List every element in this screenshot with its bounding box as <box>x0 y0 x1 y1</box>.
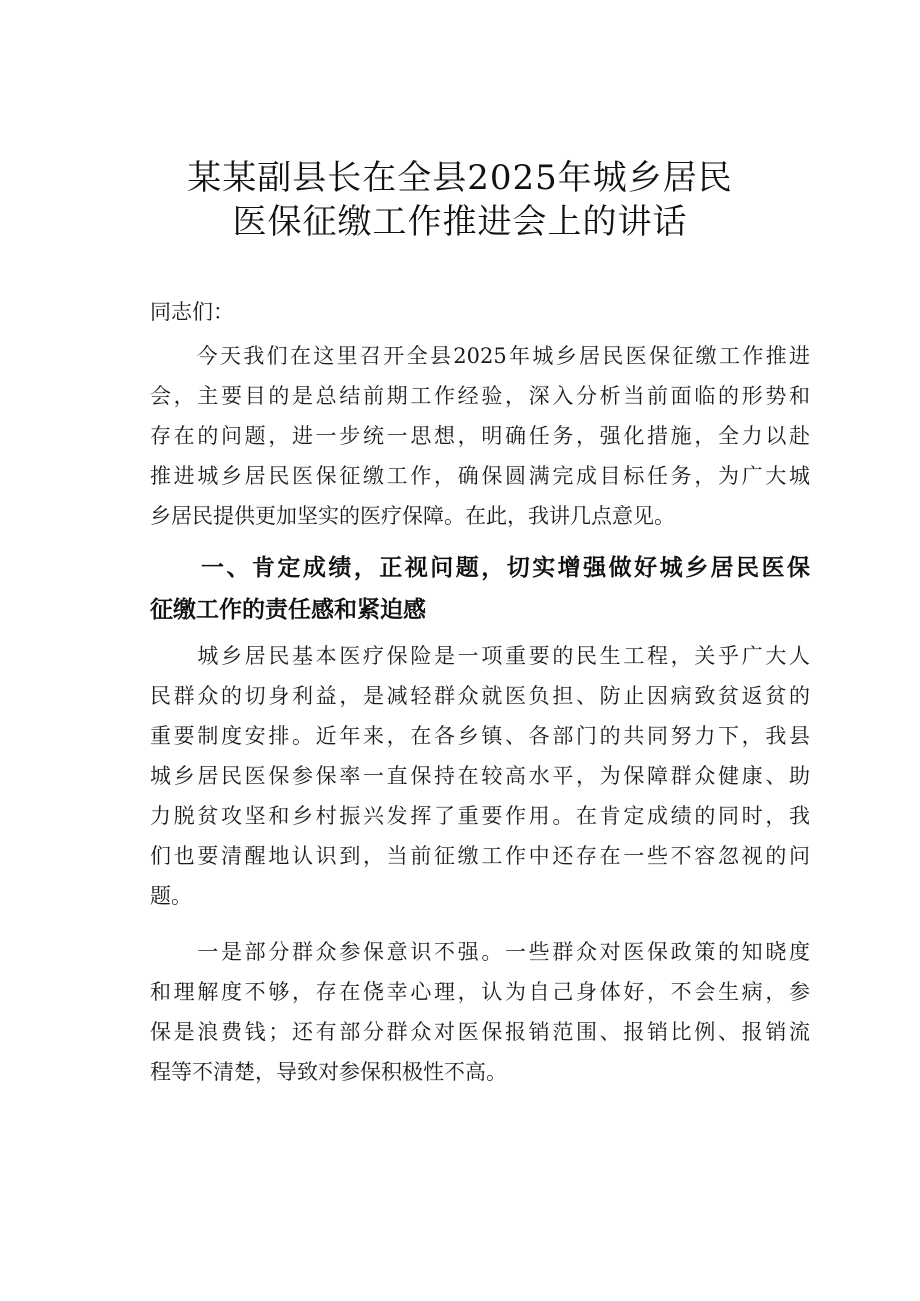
intro-line-5: 乡居民提供更加坚实的医疗保障。在此，我讲几点意见。 <box>150 504 675 528</box>
para-2-line-6: 们也要清醒地认识到，当前征缴工作中还存在一些不容忽视的问 <box>150 844 810 868</box>
section-1-heading-line-1: 一、肯定成绩，正视问题，切实增强做好城乡居民医保 <box>150 555 810 581</box>
para-2-line-5: 力脱贫攻坚和乡村振兴发挥了重要作用。在肯定成绩的同时，我 <box>150 804 810 828</box>
document-title-line-2: 医保征缴工作推进会上的讲话 <box>232 202 688 242</box>
para-3-line-3: 保是浪费钱；还有部分群众对医保报销范围、报销比例、报销流 <box>150 1020 810 1044</box>
para-2-line-4: 城乡居民医保参保率一直保持在较高水平，为保障群众健康、助 <box>150 764 810 788</box>
para-2-line-3: 重要制度安排。近年来，在各乡镇、各部门的共同努力下，我县 <box>150 724 810 748</box>
para-3-line-4: 程等不清楚，导致对参保积极性不高。 <box>150 1060 507 1084</box>
para-2-line-2: 民群众的切身利益，是减轻群众就医负担、防止因病致贫返贫的 <box>150 684 810 708</box>
document-title-line-1: 某某副县长在全县2025年城乡居民 <box>187 158 733 198</box>
para-3-line-1: 一是部分群众参保意识不强。一些群众对医保政策的知晓度 <box>150 940 810 964</box>
intro-line-1: 今天我们在这里召开全县2025年城乡居民医保征缴工作推进 <box>150 344 810 368</box>
para-3-line-2: 和理解度不够，存在侥幸心理，认为自己身体好，不会生病，参 <box>150 980 810 1004</box>
intro-line-2: 会，主要目的是总结前期工作经验，深入分析当前面临的形势和 <box>150 384 810 408</box>
intro-line-3: 存在的问题，进一步统一思想，明确任务，强化措施，全力以赴 <box>150 424 810 448</box>
intro-line-4: 推进城乡居民医保征缴工作，确保圆满完成目标任务，为广大城 <box>150 464 810 488</box>
salutation: 同志们： <box>150 300 234 324</box>
section-1-heading-line-2: 征缴工作的责任感和紧迫感 <box>150 597 426 623</box>
para-2-line-7: 题。 <box>150 884 192 908</box>
para-2-line-1: 城乡居民基本医疗保险是一项重要的民生工程，关乎广大人 <box>150 644 810 668</box>
